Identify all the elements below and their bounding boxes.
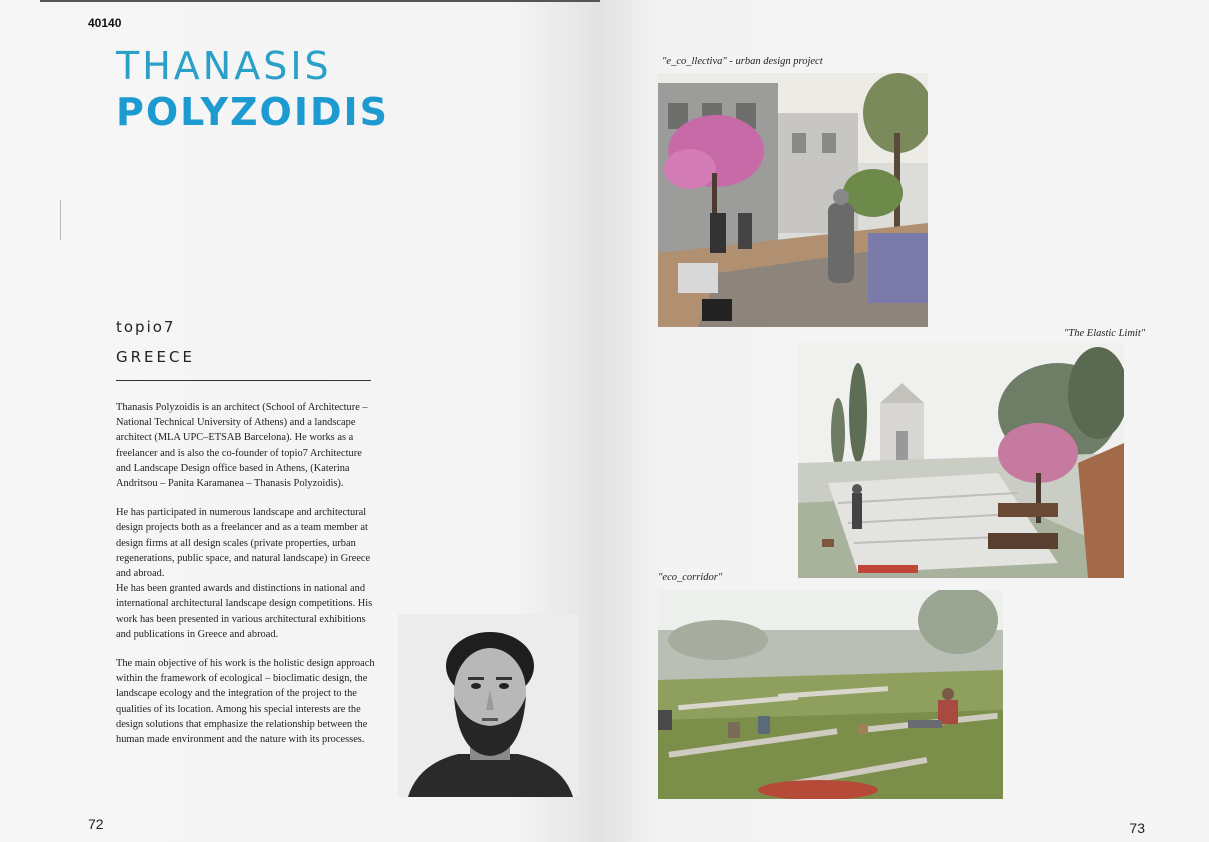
caption-elastic-limit: "The Elastic Limit" [1064,328,1146,339]
page-number-right: 73 [1129,820,1145,836]
country-name: GREECE [116,348,195,366]
bio-paragraph: He has participated in numerous landscape and architectural design projects both as a freelancer and as a team member at design firms at all design scales (private properties, urban regenerations, public space, and natural landscape) in Greece and abroad. [116,507,371,580]
section-divider [116,380,371,381]
render-urban-plaza [658,73,928,327]
last-name-heading: POLYZOIDIS [116,90,390,134]
bio-paragraph: The main objective of his work is the holistic design approach within the framework of ecological – bioclimatic design, the landscape ecology and the integration of the project to the qualities of its location. Among his special interests are the design solutions that emphasize the relationship between the human made environment and the nature with its processes. [116,658,375,746]
render-elastic-limit [798,343,1124,578]
margin-mark [60,200,61,240]
first-name-heading: THANASIS [116,44,332,88]
right-page [604,0,1209,842]
bio-paragraph: Thanasis Polyzoidis is an architect (School of Architecture – National Technical University of Athens) and a landscape architect (MLA UPC–ETSAB Barcelona). He works as a freelancer and is also the co-founder of topio7 Architecture and Landscape Design office based in Athens, (Katerina Andritsou – Panita Karamanea – Thanasis Polyzoidis). [116,402,368,490]
caption-urban-design: "e_co_llectiva" - urban design project [662,56,823,67]
left-page [0,0,604,842]
caption-eco-corridor: "eco_corridor" [658,572,723,583]
serial-number: 40140 [88,16,122,30]
top-rule [40,0,600,2]
firm-name: topio7 [116,318,176,336]
bio-paragraph: He has been granted awards and distinctions in national and international architectural landscape design competitions. His work has been presented in various architectural exhibitions and publications in Greece and abroad. [116,583,373,640]
render-eco-corridor [658,590,1003,799]
page-number-left: 72 [88,816,104,832]
biography [116,400,378,761]
portrait-photo [398,614,579,797]
